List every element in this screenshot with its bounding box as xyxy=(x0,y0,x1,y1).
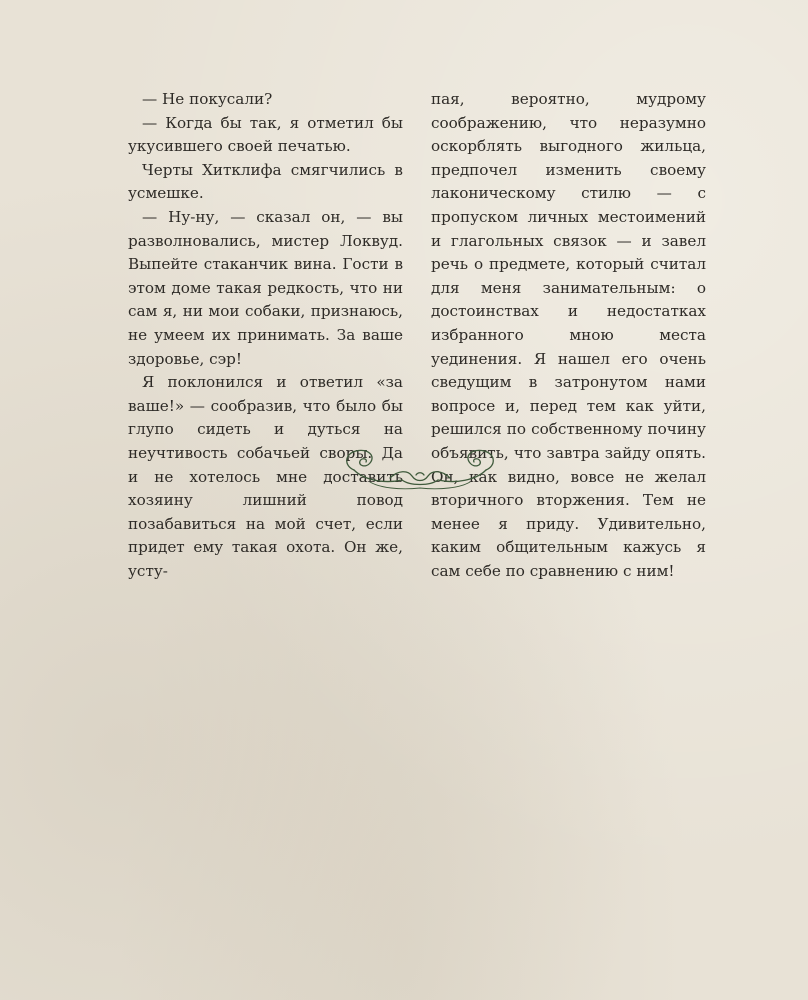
paragraph: — Не покусали? xyxy=(142,90,273,108)
paragraph: Я поклонился и ответил «за ваше!» — сообразив, что было бы глупо сидеть и дуться на неучтивость собачьей своры. Да и не хотелось мне доставить хозяину лишний повод позабавиться на мой счет, если придет ему такая охота. Он же, усту- xyxy=(128,373,403,580)
paragraph: Черты Хитклифа смягчились в усмешке. xyxy=(128,160,403,203)
flourish-ornament-icon xyxy=(340,444,500,494)
text-column-left xyxy=(128,88,403,583)
paragraph: — Когда бы так, я отметил бы укусившего своей печатью. xyxy=(128,113,403,156)
text-column-right xyxy=(431,88,706,583)
paragraph: — Ну-ну, — сказал он, — вы разволновались, мистер Локвуд. Выпейте стаканчик вина. Гости в этом доме такая редкость, что ни сам я, ни мои собаки, признаюсь, не умеем их принимать. За ваше здоровье, сэр! xyxy=(128,207,403,368)
paragraph: пая, вероятно, мудрому соображению, что неразумно оскорблять выгодного жильца, предпочел изменить своему лаконическому стилю — с пропуском личных местоимений и глагольных связок — и завел речь о предмете, который считал для меня занимательным: о достоинствах и недостатках избранного мною места уединения. Я нашел его очень сведущим в затронутом нами вопросе и, перед тем как уйти, решился по собственному почину объявить, что завтра зайду опять. Он, как видно, вовсе не желал вторичного вторжения. Тем не менее я приду. Удивительно, каким общительным кажусь я сам себе по сравнению с ним! xyxy=(431,90,706,580)
